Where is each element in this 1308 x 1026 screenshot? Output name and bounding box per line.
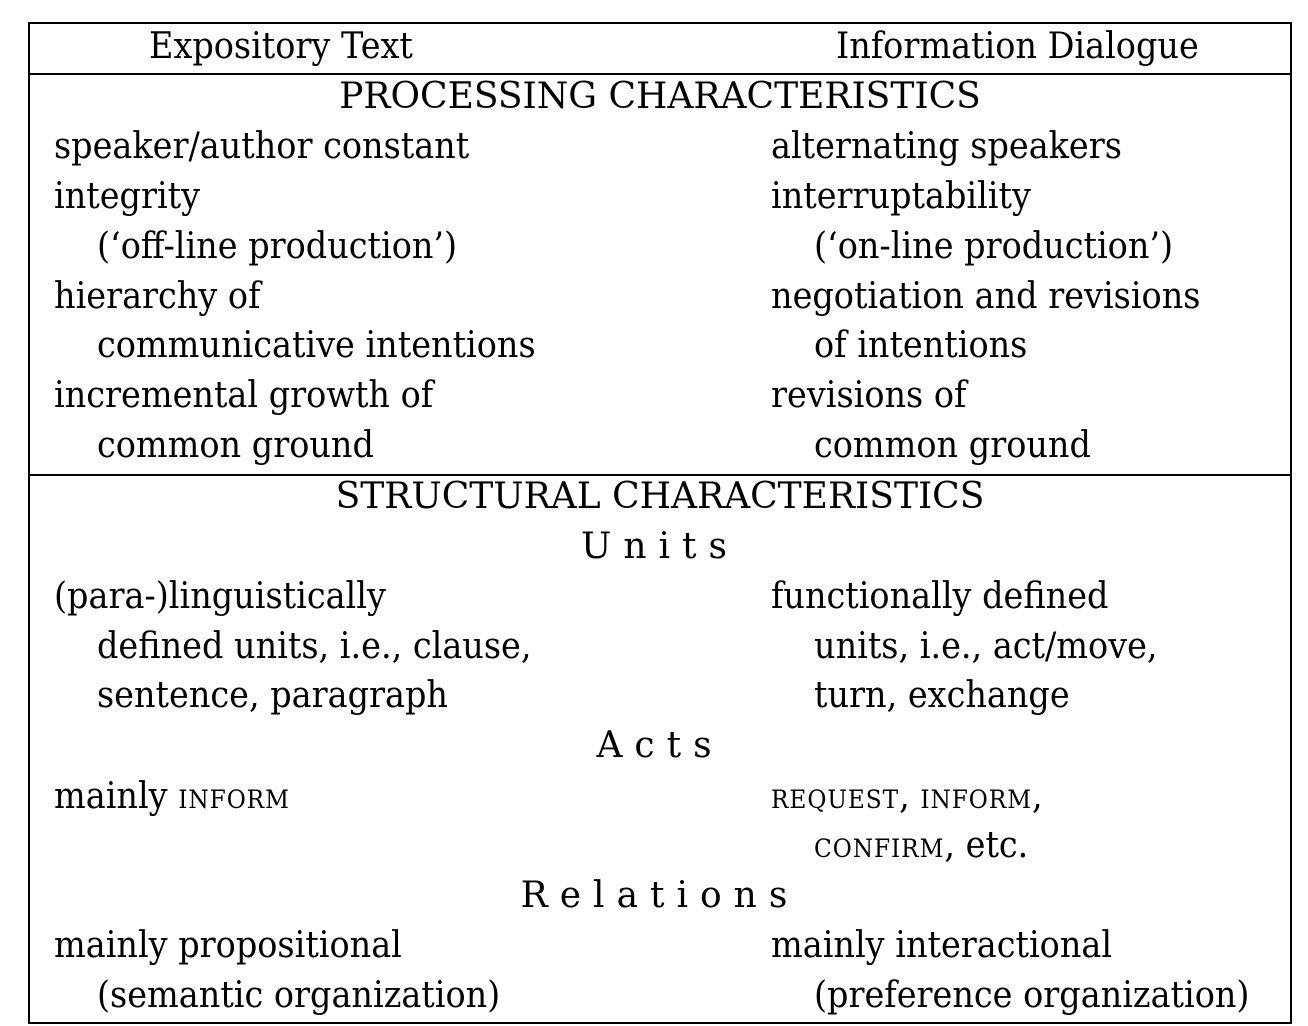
- subsection-heading-units: Units: [581, 526, 739, 567]
- acts-left-text: [54, 772, 290, 822]
- row-right-text: alternating speakers: [771, 126, 1122, 167]
- subsection-heading-acts: Acts: [596, 725, 724, 766]
- row-right-text: of intentions: [814, 325, 1028, 366]
- section-title-processing: PROCESSING CHARACTERISTICS: [339, 76, 981, 117]
- row-right-text: (preference organization): [814, 975, 1250, 1016]
- row-left-text: communicative intentions: [97, 325, 536, 366]
- acts-right-text: [771, 772, 1043, 822]
- subsection-heading-relations: Relations: [520, 875, 800, 916]
- row-left-text: (semantic organization): [97, 975, 501, 1016]
- row-right-text: interruptability: [771, 176, 1031, 217]
- acts-left-prefix: mainly: [54, 776, 179, 817]
- row-left-text: (‘off-line production’): [97, 226, 458, 267]
- row-left-text: sentence, paragraph: [97, 675, 448, 716]
- acts-right-text: [814, 821, 1028, 871]
- act-label-request: request: [771, 776, 900, 817]
- row-left-text: defined units, i.e., clause,: [97, 626, 532, 667]
- act-label-inform: inform: [920, 776, 1032, 817]
- row-left-text: (para-)linguistically: [54, 576, 386, 617]
- act-label-inform: inform: [178, 776, 290, 817]
- row-right-text: revisions of: [771, 375, 967, 416]
- row-left-text: mainly propositional: [54, 925, 402, 966]
- row-right-text: (‘on-line production’): [814, 226, 1174, 267]
- row-left-text: incremental growth of: [54, 375, 434, 416]
- row-left-text: integrity: [54, 176, 201, 217]
- row-left-text: common ground: [97, 425, 374, 466]
- row-right-text: turn, exchange: [814, 675, 1070, 716]
- row-left-text: speaker/author constant: [54, 126, 470, 167]
- row-right-text: negotiation and revisions: [771, 276, 1201, 317]
- act-label-confirm: confirm: [814, 825, 945, 866]
- column-header-expository-text: Expository Text: [149, 26, 413, 67]
- column-header-information-dialogue: Information Dialogue: [836, 26, 1199, 67]
- row-left-text: hierarchy of: [54, 276, 261, 317]
- row-right-text: mainly interactional: [771, 925, 1113, 966]
- row-right-text: common ground: [814, 425, 1091, 466]
- section-title-structural: STRUCTURAL CHARACTERISTICS: [335, 476, 985, 517]
- row-right-text: units, i.e., act/move,: [814, 626, 1158, 667]
- acts-separator: ,: [1031, 776, 1043, 817]
- acts-suffix: , etc.: [944, 825, 1029, 866]
- acts-separator: ,: [899, 776, 921, 817]
- row-right-text: functionally defined: [771, 576, 1109, 617]
